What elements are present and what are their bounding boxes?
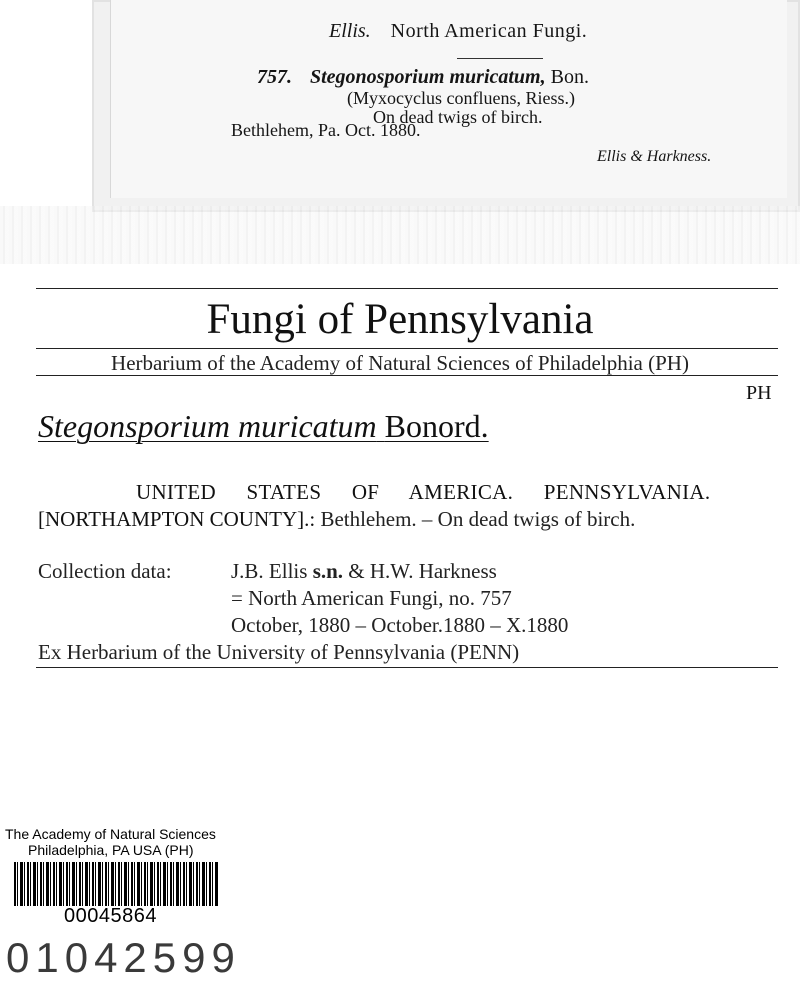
exsiccata-locality-date: Bethlehem, Pa. Oct. 1880. — [231, 120, 421, 140]
collector-1: J.B. Ellis — [231, 559, 308, 583]
title-rule — [36, 348, 778, 349]
barcode-number: 00045864 — [64, 905, 157, 927]
catalog-number: 01042599 — [6, 934, 241, 981]
exsiccata-reference: = North American Fungi, no. 757 — [231, 586, 512, 610]
herbarium-code: PH — [746, 382, 772, 404]
institution-location: Philadelphia, PA USA (PH) — [28, 842, 194, 858]
top-rule — [36, 288, 778, 289]
exsiccata-divider — [457, 58, 543, 59]
scan-background — [0, 206, 800, 264]
collection-date: October, 1880 – October.1880 – X.1880 — [231, 613, 569, 637]
specimen-barcode — [14, 862, 218, 906]
label-subtitle: Herbarium of the Academy of Natural Sciences of Philadelphia (PH) — [111, 351, 689, 375]
exsiccata-card — [110, 0, 787, 198]
exsiccata-number: 757. — [257, 66, 292, 88]
exsiccata-header-title: North American Fungi. — [390, 20, 588, 42]
locality-county: [NORTHAMPTON COUNTY].: — [38, 507, 316, 531]
collection-label: Collection data: — [38, 559, 172, 583]
exsiccata-species-author: Bon. — [550, 66, 589, 88]
collector-sn: s.n. — [312, 559, 344, 583]
locality-line-1: UNITED STATES OF AMERICA. PENNSYLVANIA. — [136, 480, 711, 504]
exsiccata-synonym: (Myxocyclus confluens, Riess.) — [347, 88, 575, 108]
locality-line-2 — [38, 507, 635, 532]
collector-2: & H.W. Harkness — [348, 559, 497, 583]
exsiccata-header-author: Ellis. — [329, 20, 371, 42]
exsiccata-species: Stegonosporium muricatum, — [310, 66, 546, 88]
exsiccata-substrate: On dead twigs of birch. — [373, 107, 543, 127]
exsiccata-label — [92, 0, 800, 212]
ex-herbarium: Ex Herbarium of the University of Pennsylvania (PENN) — [38, 640, 520, 664]
taxon-author: Bonord. — [384, 408, 489, 444]
taxon-name — [38, 408, 489, 445]
label-title: Fungi of Pennsylvania — [206, 296, 594, 343]
bottom-rule — [36, 667, 778, 668]
subtitle-rule — [36, 375, 778, 376]
taxon-italic: Stegonsporium muricatum — [38, 408, 377, 444]
locality-rest: Bethlehem. – On dead twigs of birch. — [320, 507, 636, 531]
collectors — [231, 559, 497, 584]
institution-name: The Academy of Natural Sciences — [5, 826, 216, 842]
exsiccata-collectors: Ellis & Harkness. — [597, 148, 712, 165]
